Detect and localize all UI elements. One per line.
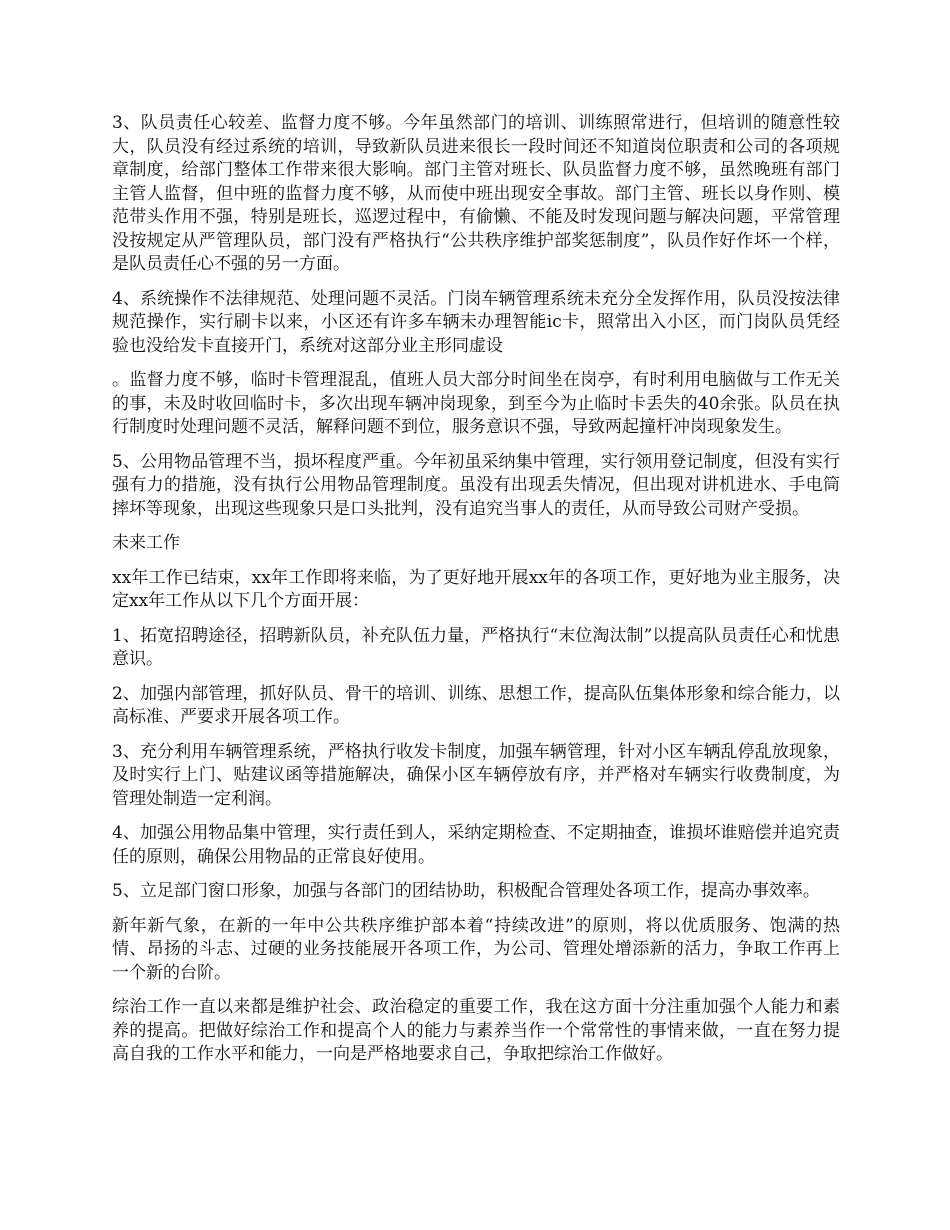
paragraph-issue-4-continued: 。监督力度不够，临时卡管理混乱，值班人员大部分时间坐在岗亭，有时利用电脑做与工作无关的事，未及时收回临时卡，多次出现车辆冲岗现象，到至今为止临时卡丢失的40余张。队员在执行制度时处理问题不灵活，解释问题不到位，服务意识不强，导致两起撞杆冲岗现象发生。 (112, 370, 840, 437)
paragraph-plan-1: 1、拓宽招聘途径，招聘新队员，补充队伍力量，严格执行“末位淘汰制”以提高队员责任心和忧患意识。 (112, 625, 840, 669)
document-body (112, 112, 840, 1078)
paragraph-plan-3: 3、充分利用车辆管理系统，严格执行收发卡制度，加强车辆管理，针对小区车辆乱停乱放现象，及时实行上门、贴建议函等措施解决，确保小区车辆停放有序，并严格对车辆实行收费制度，为管理处制造一定利润。 (112, 741, 840, 809)
section-heading-future-work: 未来工作 (112, 533, 180, 553)
paragraph-plan-2: 2、加强内部管理，抓好队员、骨干的培训、训练、思想工作，提高队伍集体形象和综合能力，以高标准、严要求开展各项工作。 (112, 683, 840, 727)
paragraph-new-year: 新年新气象，在新的一年中公共秩序维护部本着“持续改进”的原则，将以优质服务、饱满的热情、昂扬的斗志、过硬的业务技能展开各项工作，为公司、管理处增添新的活力，争取工作再上一个新的台阶。 (112, 915, 840, 983)
paragraph-issue-5: 5、公用物品管理不当，损坏程度严重。今年初虽采纳集中管理，实行领用登记制度，但没有实行强有力的措施，没有执行公用物品管理制度。虽没有出现丢失情况，但出现对讲机进水、手电筒摔坏等现象，出现这些现象只是口头批判，没有追究当事人的责任，从而导致公司财产受损。 (112, 451, 840, 519)
paragraph-comprehensive-governance: 综治工作一直以来都是维护社会、政治稳定的重要工作，我在这方面十分注重加强个人能力和素养的提高。把做好综治工作和提高个人的能力与素养当作一个常常性的事情来做，一直在努力提高自我的工作水平和能力，一向是严格地要求自己，争取把综治工作做好。 (112, 997, 840, 1064)
paragraph-issue-4: 4、系统操作不法律规范、处理问题不灵活。门岗车辆管理系统未充分全发挥作用，队员没按法律规范操作，实行刷卡以来，小区还有许多车辆未办理智能ic卡，照常出入小区，而门岗队员凭经验也没给发卡直接开门，系统对这部分业主形同虚设 (112, 288, 840, 356)
paragraph-issue-3: 3、队员责任心较差、监督力度不够。今年虽然部门的培训、训练照常进行，但培训的随意性较大，队员没有经过系统的培训，导致新队员进来很长一段时间还不知道岗位职责和公司的各项规章制度，给部门整体工作带来很大影响。部门主管对班长、队员监督力度不够，虽然晚班有部门主管人监督，但中班的监督力度不够，从而使中班出现安全事故。部门主管、班长以身作则、模范带头作用不强，特别是班长，巡逻过程中，有偷懒、不能及时发现问题与解决问题，平常管理没按规定从严管理队员，部门没有严格执行“公共秩序维护部奖惩制度”，队员作好作坏一个样，是队员责任心不强的另一方面。 (112, 113, 840, 274)
paragraph-plan-4: 4、加强公用物品集中管理，实行责任到人，采纳定期检查、不定期抽查，谁损坏谁赔偿并追究责任的原则，确保公用物品的正常良好使用。 (112, 823, 840, 867)
paragraph-future-intro: xx年工作已结束，xx年工作即将来临，为了更好地开展xx年的各项工作，更好地为业主服务，决定xx年工作从以下几个方面开展： (112, 567, 840, 611)
paragraph-plan-5: 5、立足部门窗口形象，加强与各部门的团结协助，积极配合管理处各项工作，提高办事效率。 (112, 881, 820, 901)
